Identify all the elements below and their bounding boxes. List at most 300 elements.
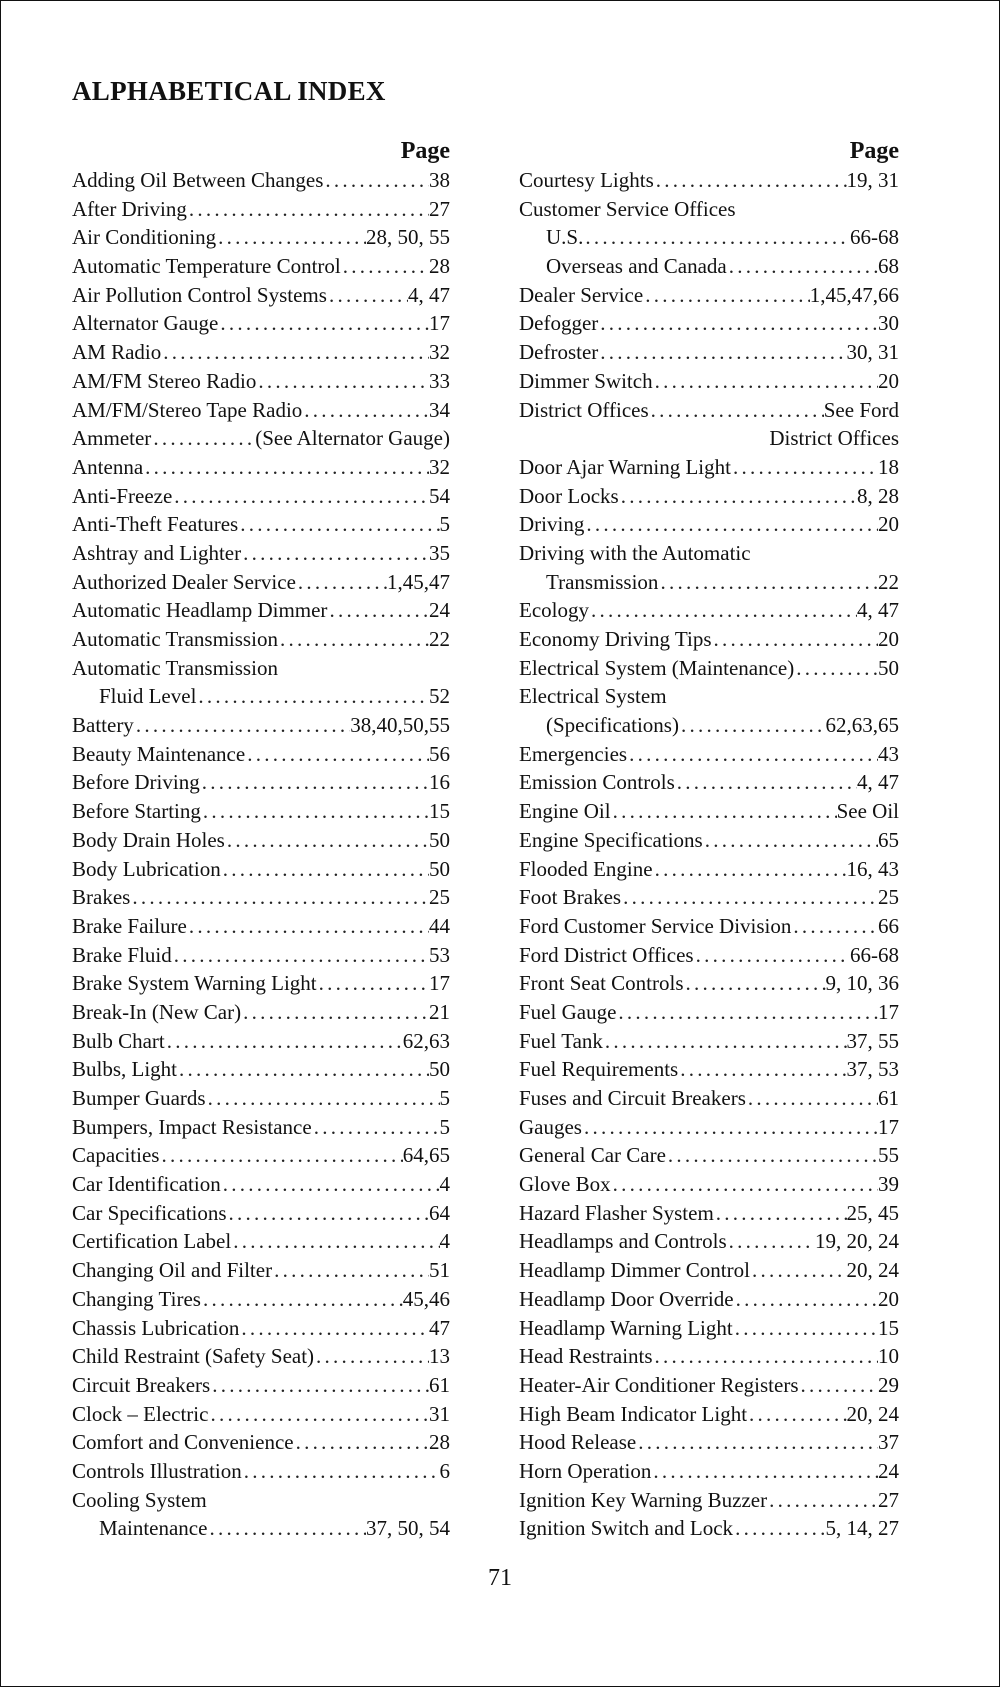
entry-page-ref: 4, 47 [857, 770, 899, 795]
index-entry [72, 1371, 450, 1400]
entry-page-ref: 24 [429, 598, 450, 623]
index-entry [519, 941, 899, 970]
entry-page-ref: 28 [429, 254, 450, 279]
index-entry [519, 1400, 899, 1429]
entry-page-ref: 5, 14, 27 [825, 1516, 899, 1541]
entry-label: Ashtray and Lighter [72, 540, 242, 565]
index-entry [519, 1199, 899, 1228]
page-title: ALPHABETICAL INDEX [72, 76, 386, 106]
index-entry [72, 1314, 450, 1343]
entry-label: District Offices [519, 397, 649, 422]
dot-leader [791, 912, 878, 941]
entry-page-ref: 4, 47 [408, 282, 450, 307]
dot-leader [225, 826, 429, 855]
entry-label: Car Identification [72, 1172, 221, 1197]
dot-leader [675, 768, 857, 797]
entry-page-ref: 50 [429, 827, 450, 852]
dot-leader [216, 223, 366, 252]
entry-label: Gauges [519, 1114, 582, 1139]
index-entry [72, 797, 450, 826]
entry-label: Alternator Gauge [72, 311, 219, 336]
index-entry [72, 768, 450, 797]
entry-page-ref: 25 [429, 885, 450, 910]
index-entry [519, 1084, 899, 1113]
dot-leader [207, 1514, 366, 1543]
entry-label: Door Locks [519, 483, 619, 508]
index-entry [519, 510, 899, 539]
dot-leader [327, 596, 429, 625]
dot-leader [654, 166, 847, 195]
left-page-header: Page [400, 138, 450, 164]
entry-page-ref: 32 [429, 454, 450, 479]
entry-label: Foot Brakes [519, 885, 622, 910]
entry-page-ref: 39 [878, 1172, 899, 1197]
dot-leader [583, 223, 850, 252]
dot-leader [653, 1342, 878, 1371]
entry-label: General Car Care [519, 1143, 666, 1168]
index-entry [519, 453, 899, 482]
entry-label: Driving [519, 512, 585, 537]
entry-label: Cooling System [72, 1487, 207, 1512]
dot-leader [746, 1084, 878, 1113]
entry-page-ref: 1,45,47 [387, 569, 450, 594]
dot-leader [653, 367, 878, 396]
entry-page-ref: 62,63,65 [825, 713, 899, 738]
entry-label: Horn Operation [519, 1458, 652, 1483]
index-entry [72, 1486, 450, 1515]
dot-leader [733, 1514, 825, 1543]
dot-leader [206, 1084, 440, 1113]
entry-label: Headlamp Door Override [519, 1286, 734, 1311]
index-entry [519, 711, 899, 740]
entry-label: Economy Driving Tips [519, 627, 712, 651]
index-entry [519, 367, 899, 396]
index-entry [519, 740, 899, 769]
dot-leader [584, 510, 878, 539]
entry-page-ref: 37 [878, 1430, 899, 1455]
index-entry [72, 223, 450, 252]
entry-label: (Specifications) [546, 713, 679, 738]
entry-label: Engine Oil [519, 799, 611, 824]
entry-label: Emergencies [519, 741, 628, 766]
entry-label: Electrical System [519, 684, 667, 709]
entry-page-ref: 66 [878, 913, 899, 938]
index-entry [72, 969, 450, 998]
entry-page-ref: 64 [429, 1200, 450, 1225]
entry-page-ref: 20, 24 [846, 1258, 899, 1283]
index-entry [519, 855, 899, 884]
entry-label: Certification Label [72, 1229, 232, 1254]
index-entry [72, 912, 450, 941]
entry-label: Air Pollution Control Systems [72, 282, 327, 307]
dot-leader [727, 1227, 815, 1256]
index-entry [72, 453, 450, 482]
entry-page-ref: 16, 43 [846, 856, 899, 881]
dot-leader [210, 1371, 429, 1400]
entry-page-ref: 22 [429, 627, 450, 651]
entry-label: Ford District Offices [519, 942, 694, 967]
entry-page-ref: 35 [429, 540, 450, 565]
entry-label: Authorized Dealer Service [72, 569, 296, 594]
dot-leader [242, 1457, 440, 1486]
entry-page-ref: 27 [429, 196, 450, 221]
dot-leader [684, 969, 826, 998]
entry-page-ref: 17 [429, 311, 450, 336]
entry-label: Battery [72, 713, 134, 738]
entry-label: Emission Controls [519, 770, 675, 795]
entry-label: Electrical System (Maintenance) [519, 655, 795, 680]
dot-leader [627, 740, 878, 769]
entry-label: Adding Oil Between Changes [72, 168, 324, 192]
entry-page-ref: 61 [878, 1086, 899, 1110]
right-entry-list [519, 166, 899, 1543]
entry-page-ref: 50 [429, 856, 450, 881]
index-entry [72, 1514, 450, 1543]
entry-label: Bulb Chart [72, 1028, 165, 1053]
index-entry [72, 166, 450, 195]
entry-label: Capacities [72, 1143, 160, 1168]
entry-page-ref: 51 [429, 1258, 450, 1283]
index-entry [519, 797, 899, 826]
entry-page-ref: 61 [429, 1372, 450, 1397]
index-entry [519, 768, 899, 797]
entry-page-ref: 29 [878, 1372, 899, 1397]
dot-leader [302, 396, 429, 425]
index-entry [72, 826, 450, 855]
entry-page-ref: 19, 31 [846, 168, 899, 192]
index-entry [72, 1027, 450, 1056]
entry-label: AM/FM Stereo Radio [72, 368, 257, 393]
dot-leader [200, 768, 429, 797]
dot-leader [177, 1055, 429, 1084]
dot-leader [621, 883, 878, 912]
entry-label: U.S. [546, 225, 584, 250]
index-entry [72, 711, 450, 740]
entry-page-ref: 38 [429, 168, 450, 192]
entry-label: Customer Service Offices [519, 196, 736, 221]
index-entry [519, 338, 899, 367]
entry-label: Controls Illustration [72, 1458, 242, 1483]
entry-label: High Beam Indicator Light [519, 1401, 748, 1426]
entry-label: Driving with the Automatic [519, 540, 751, 565]
entry-label: Changing Tires [72, 1286, 201, 1311]
dot-leader [187, 912, 429, 941]
entry-label: Glove Box [519, 1172, 611, 1197]
entry-page-ref: 43 [878, 741, 899, 766]
dot-leader [323, 166, 429, 195]
entry-label: Automatic Headlamp Dimmer [72, 598, 328, 623]
entry-label: Beauty Maintenance [72, 741, 246, 766]
entry-label: Child Restraint (Safety Seat) [72, 1344, 315, 1369]
index-entry [519, 1055, 899, 1084]
index-entry [519, 826, 899, 855]
entry-page-ref: 37, 50, 54 [366, 1516, 450, 1541]
entry-label: Maintenance [99, 1516, 208, 1541]
index-entry [72, 252, 450, 281]
index-entry [72, 367, 450, 396]
entry-page-ref: 4 [439, 1229, 450, 1254]
dot-leader [201, 797, 429, 826]
dot-leader [341, 252, 429, 281]
dot-leader [239, 1314, 429, 1343]
entry-label: Engine Specifications [519, 827, 703, 852]
index-entry [519, 281, 899, 310]
index-entry [72, 539, 450, 568]
dot-leader [653, 855, 847, 884]
entry-label: Before Starting [72, 799, 201, 824]
index-entry [519, 1428, 899, 1457]
entry-page-ref: 44 [429, 913, 450, 938]
entry-page-ref: 13 [429, 1344, 450, 1369]
entry-label: Headlamp Dimmer Control [519, 1258, 750, 1283]
entry-label: Anti-Freeze [72, 483, 173, 508]
index-entry [72, 1113, 450, 1142]
dot-leader [231, 1227, 439, 1256]
index-entry [72, 309, 450, 338]
index-entry [519, 166, 899, 195]
dot-leader [201, 1285, 403, 1314]
entry-label: Changing Oil and Filter [72, 1258, 273, 1283]
entry-page-ref: (See Alternator Gauge) [255, 426, 450, 451]
entry-page-ref: 28, 50, 55 [366, 225, 450, 250]
index-entry [519, 424, 899, 453]
dot-leader [245, 740, 429, 769]
entry-label: Overseas and Canada [546, 254, 727, 279]
entry-page-ref: 10 [878, 1344, 899, 1369]
dot-leader [598, 309, 878, 338]
entry-label: Brakes [72, 885, 131, 910]
dot-leader [636, 1428, 878, 1457]
dot-leader [750, 1256, 847, 1285]
index-entry [72, 682, 450, 711]
index-entry [72, 1457, 450, 1486]
entry-label: Bumpers, Impact Resistance [72, 1114, 312, 1139]
entry-label: Fuses and Circuit Breakers [519, 1086, 746, 1110]
entry-page-ref: 50 [429, 1057, 450, 1082]
entry-label: Defroster [519, 340, 599, 365]
entry-page-ref: 22 [878, 569, 899, 594]
left-column [72, 136, 450, 1543]
dot-leader [611, 797, 837, 826]
dot-leader [208, 1400, 429, 1429]
entry-label: Ammeter [72, 426, 152, 451]
index-entry [519, 1027, 899, 1056]
entry-page-ref: 8, 28 [857, 483, 899, 508]
dot-leader [241, 539, 429, 568]
entry-page-ref: 30 [878, 311, 899, 336]
index-entry [519, 1486, 899, 1515]
index-entry [72, 1170, 450, 1199]
index-entry [72, 195, 450, 224]
index-entry [519, 309, 899, 338]
page-number: 71 [488, 1565, 512, 1591]
dot-leader [611, 1170, 878, 1199]
index-entry [72, 424, 450, 453]
dot-leader [714, 1199, 847, 1228]
entry-label: Car Specifications [72, 1200, 227, 1225]
index-entry [519, 539, 899, 568]
index-entry [72, 281, 450, 310]
index-entry [519, 396, 899, 425]
index-entry [72, 1342, 450, 1371]
index-entry [519, 1170, 899, 1199]
index-entry [72, 1400, 450, 1429]
entry-label: Headlamp Warning Light [519, 1315, 733, 1340]
entry-label: Fuel Requirements [519, 1057, 679, 1082]
entry-page-ref: 50 [878, 655, 899, 680]
entry-page-ref: 1,45,47,66 [809, 282, 899, 307]
entry-label: Comfort and Convenience [72, 1430, 294, 1455]
dot-leader [582, 1113, 878, 1142]
dot-leader [221, 1170, 440, 1199]
entry-page-ref: 20 [878, 368, 899, 393]
dot-leader [712, 625, 878, 654]
dot-leader [666, 1141, 878, 1170]
dot-leader [734, 1285, 878, 1314]
entry-page-ref: See Oil [836, 799, 899, 824]
entry-page-ref: 4, 47 [857, 598, 899, 623]
entry-label: Air Conditioning [72, 225, 217, 250]
index-entry [519, 1227, 899, 1256]
index-entry [519, 1285, 899, 1314]
entry-page-ref: 66-68 [850, 942, 899, 967]
dot-leader [172, 941, 429, 970]
entry-label: District Offices [769, 426, 899, 451]
index-entry [72, 596, 450, 625]
dot-leader [651, 1457, 878, 1486]
entry-page-ref: 31 [429, 1401, 450, 1426]
index-entry [519, 1141, 899, 1170]
entry-page-ref: 32 [429, 340, 450, 365]
entry-page-ref: 27 [878, 1487, 899, 1512]
dot-leader [799, 1371, 878, 1400]
entry-label: Break-In (New Car) [72, 999, 242, 1024]
entry-page-ref: 30, 31 [846, 340, 899, 365]
index-entry [519, 1514, 899, 1543]
entry-page-ref: 55 [878, 1143, 899, 1168]
dot-leader [278, 625, 429, 654]
right-page-header: Page [849, 138, 899, 164]
dot-leader [314, 1342, 429, 1371]
dot-leader [616, 998, 878, 1027]
entry-page-ref: 5 [439, 1086, 450, 1110]
index-entry [519, 969, 899, 998]
entry-page-ref: 56 [429, 741, 450, 766]
index-entry [72, 998, 450, 1027]
entry-label: Bumper Guards [72, 1086, 206, 1110]
dot-leader [603, 1027, 847, 1056]
entry-label: Door Ajar Warning Light [519, 454, 731, 479]
entry-label: Antenna [72, 454, 144, 479]
index-entry [519, 1342, 899, 1371]
dot-leader [727, 252, 878, 281]
entry-page-ref: 37, 55 [846, 1028, 899, 1053]
index-entry [519, 912, 899, 941]
entry-label: Dimmer Switch [519, 368, 653, 393]
dot-leader [241, 998, 429, 1027]
entry-label: Fluid Level [99, 684, 197, 709]
entry-label: Fuel Tank [519, 1028, 603, 1053]
index-entry [519, 625, 899, 654]
index-entry [519, 252, 899, 281]
index-entry [72, 740, 450, 769]
entry-label: Body Lubrication [72, 856, 221, 881]
left-entry-list [72, 166, 450, 1543]
entry-page-ref: 54 [429, 483, 450, 508]
index-entry [519, 654, 899, 683]
entry-label: Automatic Transmission [72, 655, 278, 680]
entry-label: Ignition Switch and Lock [519, 1516, 734, 1541]
index-entry [519, 883, 899, 912]
index-entry [519, 195, 899, 224]
entry-page-ref: 17 [878, 999, 899, 1024]
index-entry [72, 625, 450, 654]
index-entry [519, 568, 899, 597]
entry-page-ref: 66-68 [850, 225, 899, 250]
entry-page-ref: 62,63 [402, 1028, 450, 1053]
entry-page-ref: 15 [429, 799, 450, 824]
entry-label: Clock – Electric [72, 1401, 209, 1426]
dot-leader [143, 453, 429, 482]
entry-page-ref: 45,46 [402, 1286, 450, 1311]
index-entry [72, 1141, 450, 1170]
index-entry [72, 883, 450, 912]
index-entry [72, 338, 450, 367]
index-entry [72, 482, 450, 511]
dot-leader [272, 1256, 429, 1285]
index-entry [519, 223, 899, 252]
dot-leader [151, 424, 255, 453]
entry-label: Ignition Key Warning Buzzer [519, 1487, 768, 1512]
entry-page-ref: 16 [429, 770, 450, 795]
entry-page-ref: 28 [429, 1430, 450, 1455]
entry-page-ref: 20, 24 [846, 1401, 899, 1426]
index-entry [519, 1113, 899, 1142]
entry-label: Circuit Breakers [72, 1372, 211, 1397]
index-entry [519, 482, 899, 511]
right-column [519, 136, 899, 1543]
entry-page-ref: 17 [429, 971, 450, 996]
entry-label: AM Radio [72, 340, 162, 365]
entry-page-ref: 53 [429, 942, 450, 967]
index-entry [72, 1256, 450, 1285]
dot-leader [159, 1141, 402, 1170]
entry-label: After Driving [72, 196, 187, 221]
dot-leader [767, 1486, 878, 1515]
entry-label: Hood Release [519, 1430, 637, 1455]
index-entry [72, 654, 450, 683]
index-entry [72, 1055, 450, 1084]
entry-page-ref: 68 [878, 254, 899, 279]
entry-label: Bulbs, Light [72, 1057, 178, 1082]
dot-leader [218, 309, 429, 338]
dot-leader [658, 568, 878, 597]
dot-leader [256, 367, 429, 396]
index-entry [519, 1457, 899, 1486]
entry-label: Transmission [546, 569, 659, 594]
entry-label: Heater-Air Conditioner Registers [519, 1372, 799, 1397]
dot-leader [221, 855, 429, 884]
entry-label: Ford Customer Service Division [519, 913, 792, 938]
dot-leader [317, 969, 429, 998]
index-entry [72, 396, 450, 425]
dot-leader [679, 711, 826, 740]
entry-page-ref: 20 [878, 1286, 899, 1311]
dot-leader [703, 826, 878, 855]
dot-leader [165, 1027, 403, 1056]
entry-page-ref: See Ford [823, 397, 899, 422]
dot-leader [731, 453, 878, 482]
